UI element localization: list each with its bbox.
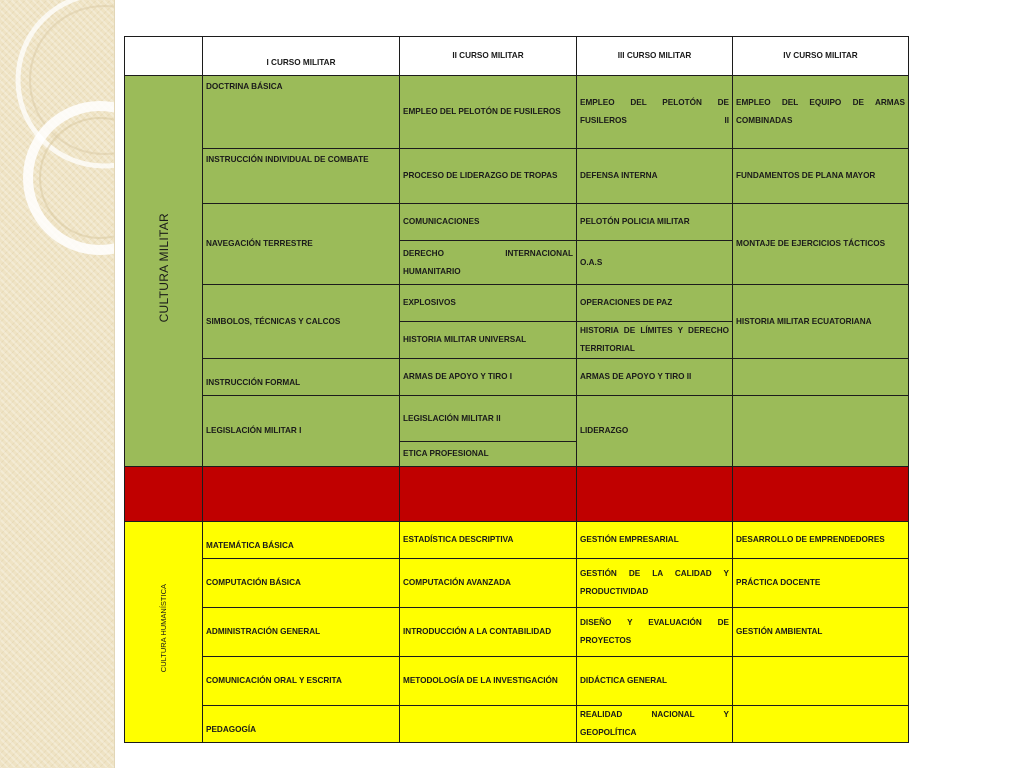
- cell-course-2: ETICA PROFESIONAL: [400, 442, 577, 467]
- cell-course-3: DISEÑO Y EVALUACIÓN DE PROYECTOS: [577, 608, 733, 657]
- cell-course-3: OPERACIONES DE PAZ: [577, 285, 733, 322]
- table-row: [125, 396, 909, 442]
- cell-course-4: DESARROLLO DE EMPRENDEDORES: [733, 522, 909, 559]
- cell-course-4: GESTIÓN AMBIENTAL: [733, 608, 909, 657]
- cell-course-1: INSTRUCCIÓN INDIVIDUAL DE COMBATE: [203, 149, 400, 204]
- table-row: [125, 522, 909, 559]
- cell-course-1: COMUNICACIÓN ORAL Y ESCRITA: [203, 657, 400, 706]
- cell-course-1: SIMBOLOS, TÉCNICAS Y CALCOS: [203, 285, 400, 359]
- table-row: [125, 359, 909, 396]
- cell-course-4: FUNDAMENTOS DE PLANA MAYOR: [733, 149, 909, 204]
- cell-course-1: PEDAGOGÍA: [203, 706, 400, 743]
- cell-course-4: MONTAJE DE EJERCICIOS TÁCTICOS: [733, 204, 909, 285]
- cell-course-1: DOCTRINA BÁSICA: [203, 76, 400, 149]
- header-corner: [125, 37, 203, 76]
- cell-course-3: O.A.S: [577, 241, 733, 285]
- cell-course-4: ENTRENAMIENTO FÍSICO MILITAR IV: [733, 467, 909, 522]
- decorative-sidebar: [0, 0, 115, 768]
- table-row: [125, 149, 909, 204]
- cell-course-2: ARMAS DE APOYO Y TIRO I: [400, 359, 577, 396]
- cell-course-1: NAVEGACIÓN TERRESTRE: [203, 204, 400, 285]
- cell-course-3: DEFENSA INTERNA: [577, 149, 733, 204]
- header-course-3: III CURSO MILITAR: [577, 37, 733, 76]
- cell-course-1: MATEMÁTICA BÁSICA: [203, 522, 400, 559]
- cell-course-3: GESTIÓN EMPRESARIAL: [577, 522, 733, 559]
- cell-course-3: PELOTÓN POLICIA MILITAR: [577, 204, 733, 241]
- header-course-4: IV CURSO MILITAR: [733, 37, 909, 76]
- cell-course-1: COMPUTACIÓN BÁSICA: [203, 559, 400, 608]
- header-course-1: I CURSO MILITAR: [203, 37, 400, 76]
- cell-course-2: METODOLOGÍA DE LA INVESTIGACIÓN: [400, 657, 577, 706]
- cell-course-1: ENTRENAMIENTO FÍSICO MILITAR I: [203, 467, 400, 522]
- section-label-cultura-humanistica: [125, 522, 203, 743]
- cell-course-2: COMPUTACIÓN AVANZADA: [400, 559, 577, 608]
- cell-course-4: [733, 657, 909, 706]
- table-row: [125, 285, 909, 322]
- cell-course-2: INTRODUCCIÓN A LA CONTABILIDAD: [400, 608, 577, 657]
- cell-course-4: [733, 396, 909, 467]
- cell-course-2: COMUNICACIONES: [400, 204, 577, 241]
- section-label-text: CULTURA MILITAR: [156, 212, 171, 323]
- curriculum-table: [124, 36, 909, 743]
- table-row: [125, 204, 909, 241]
- cell-course-3: ENTRENAMIENTO FÍSICO MILITAR III: [577, 467, 733, 522]
- cell-course-2: EMPLEO DEL PELOTÓN DE FUSILEROS: [400, 76, 577, 149]
- cell-course-1: LEGISLACIÓN MILITAR I: [203, 396, 400, 467]
- cell-course-3: EMPLEO DEL PELOTÓN DE FUSILEROS II: [577, 76, 733, 149]
- cell-course-2: ESTADÍSTICA DESCRIPTIVA: [400, 522, 577, 559]
- cell-course-3: DIDÁCTICA GENERAL: [577, 657, 733, 706]
- cell-course-2: ENTRENAMIENTO FÍSICO MILITAR II: [400, 467, 577, 522]
- cell-course-2: [400, 706, 577, 743]
- header-course-2: II CURSO MILITAR: [400, 37, 577, 76]
- cell-course-2: PROCESO DE LIDERAZGO DE TROPAS: [400, 149, 577, 204]
- table-row: [125, 706, 909, 743]
- table-row: [125, 76, 909, 149]
- section-label-cultura-militar: [125, 76, 203, 467]
- decorative-rings: [0, 0, 114, 768]
- cell-course-4: EMPLEO DEL EQUIPO DE ARMAS COMBINADAS: [733, 76, 909, 149]
- cell-course-2: HISTORIA MILITAR UNIVERSAL: [400, 322, 577, 359]
- cell-course-3: ARMAS DE APOYO Y TIRO II: [577, 359, 733, 396]
- section-corner-physical: [125, 467, 203, 522]
- cell-course-2: EXPLOSIVOS: [400, 285, 577, 322]
- cell-course-4: [733, 706, 909, 743]
- section-label-text: CULTURA HUMANÍSTICA: [158, 584, 168, 673]
- cell-course-3: HISTORIA DE LÍMITES Y DERECHO TERRITORIAL: [577, 322, 733, 359]
- header-row: [125, 37, 909, 76]
- cell-course-3: GESTIÓN DE LA CALIDAD Y PRODUCTIVIDAD: [577, 559, 733, 608]
- cell-course-1: INSTRUCCIÓN FORMAL: [203, 359, 400, 396]
- cell-course-3: LIDERAZGO: [577, 396, 733, 467]
- table-row: [125, 559, 909, 608]
- cell-course-3: REALIDAD NACIONAL Y GEOPOLÍTICA: [577, 706, 733, 743]
- cell-course-4: PRÁCTICA DOCENTE: [733, 559, 909, 608]
- cell-course-2: LEGISLACIÓN MILITAR II: [400, 396, 577, 442]
- cell-course-2: DERECHO INTERNACIONAL HUMANITARIO: [400, 241, 577, 285]
- cell-course-4: HISTORIA MILITAR ECUATORIANA: [733, 285, 909, 359]
- table-row: [125, 657, 909, 706]
- table-row-physical-training: [125, 467, 909, 522]
- cell-course-4: [733, 359, 909, 396]
- table-row: [125, 608, 909, 657]
- cell-course-1: ADMINISTRACIÓN GENERAL: [203, 608, 400, 657]
